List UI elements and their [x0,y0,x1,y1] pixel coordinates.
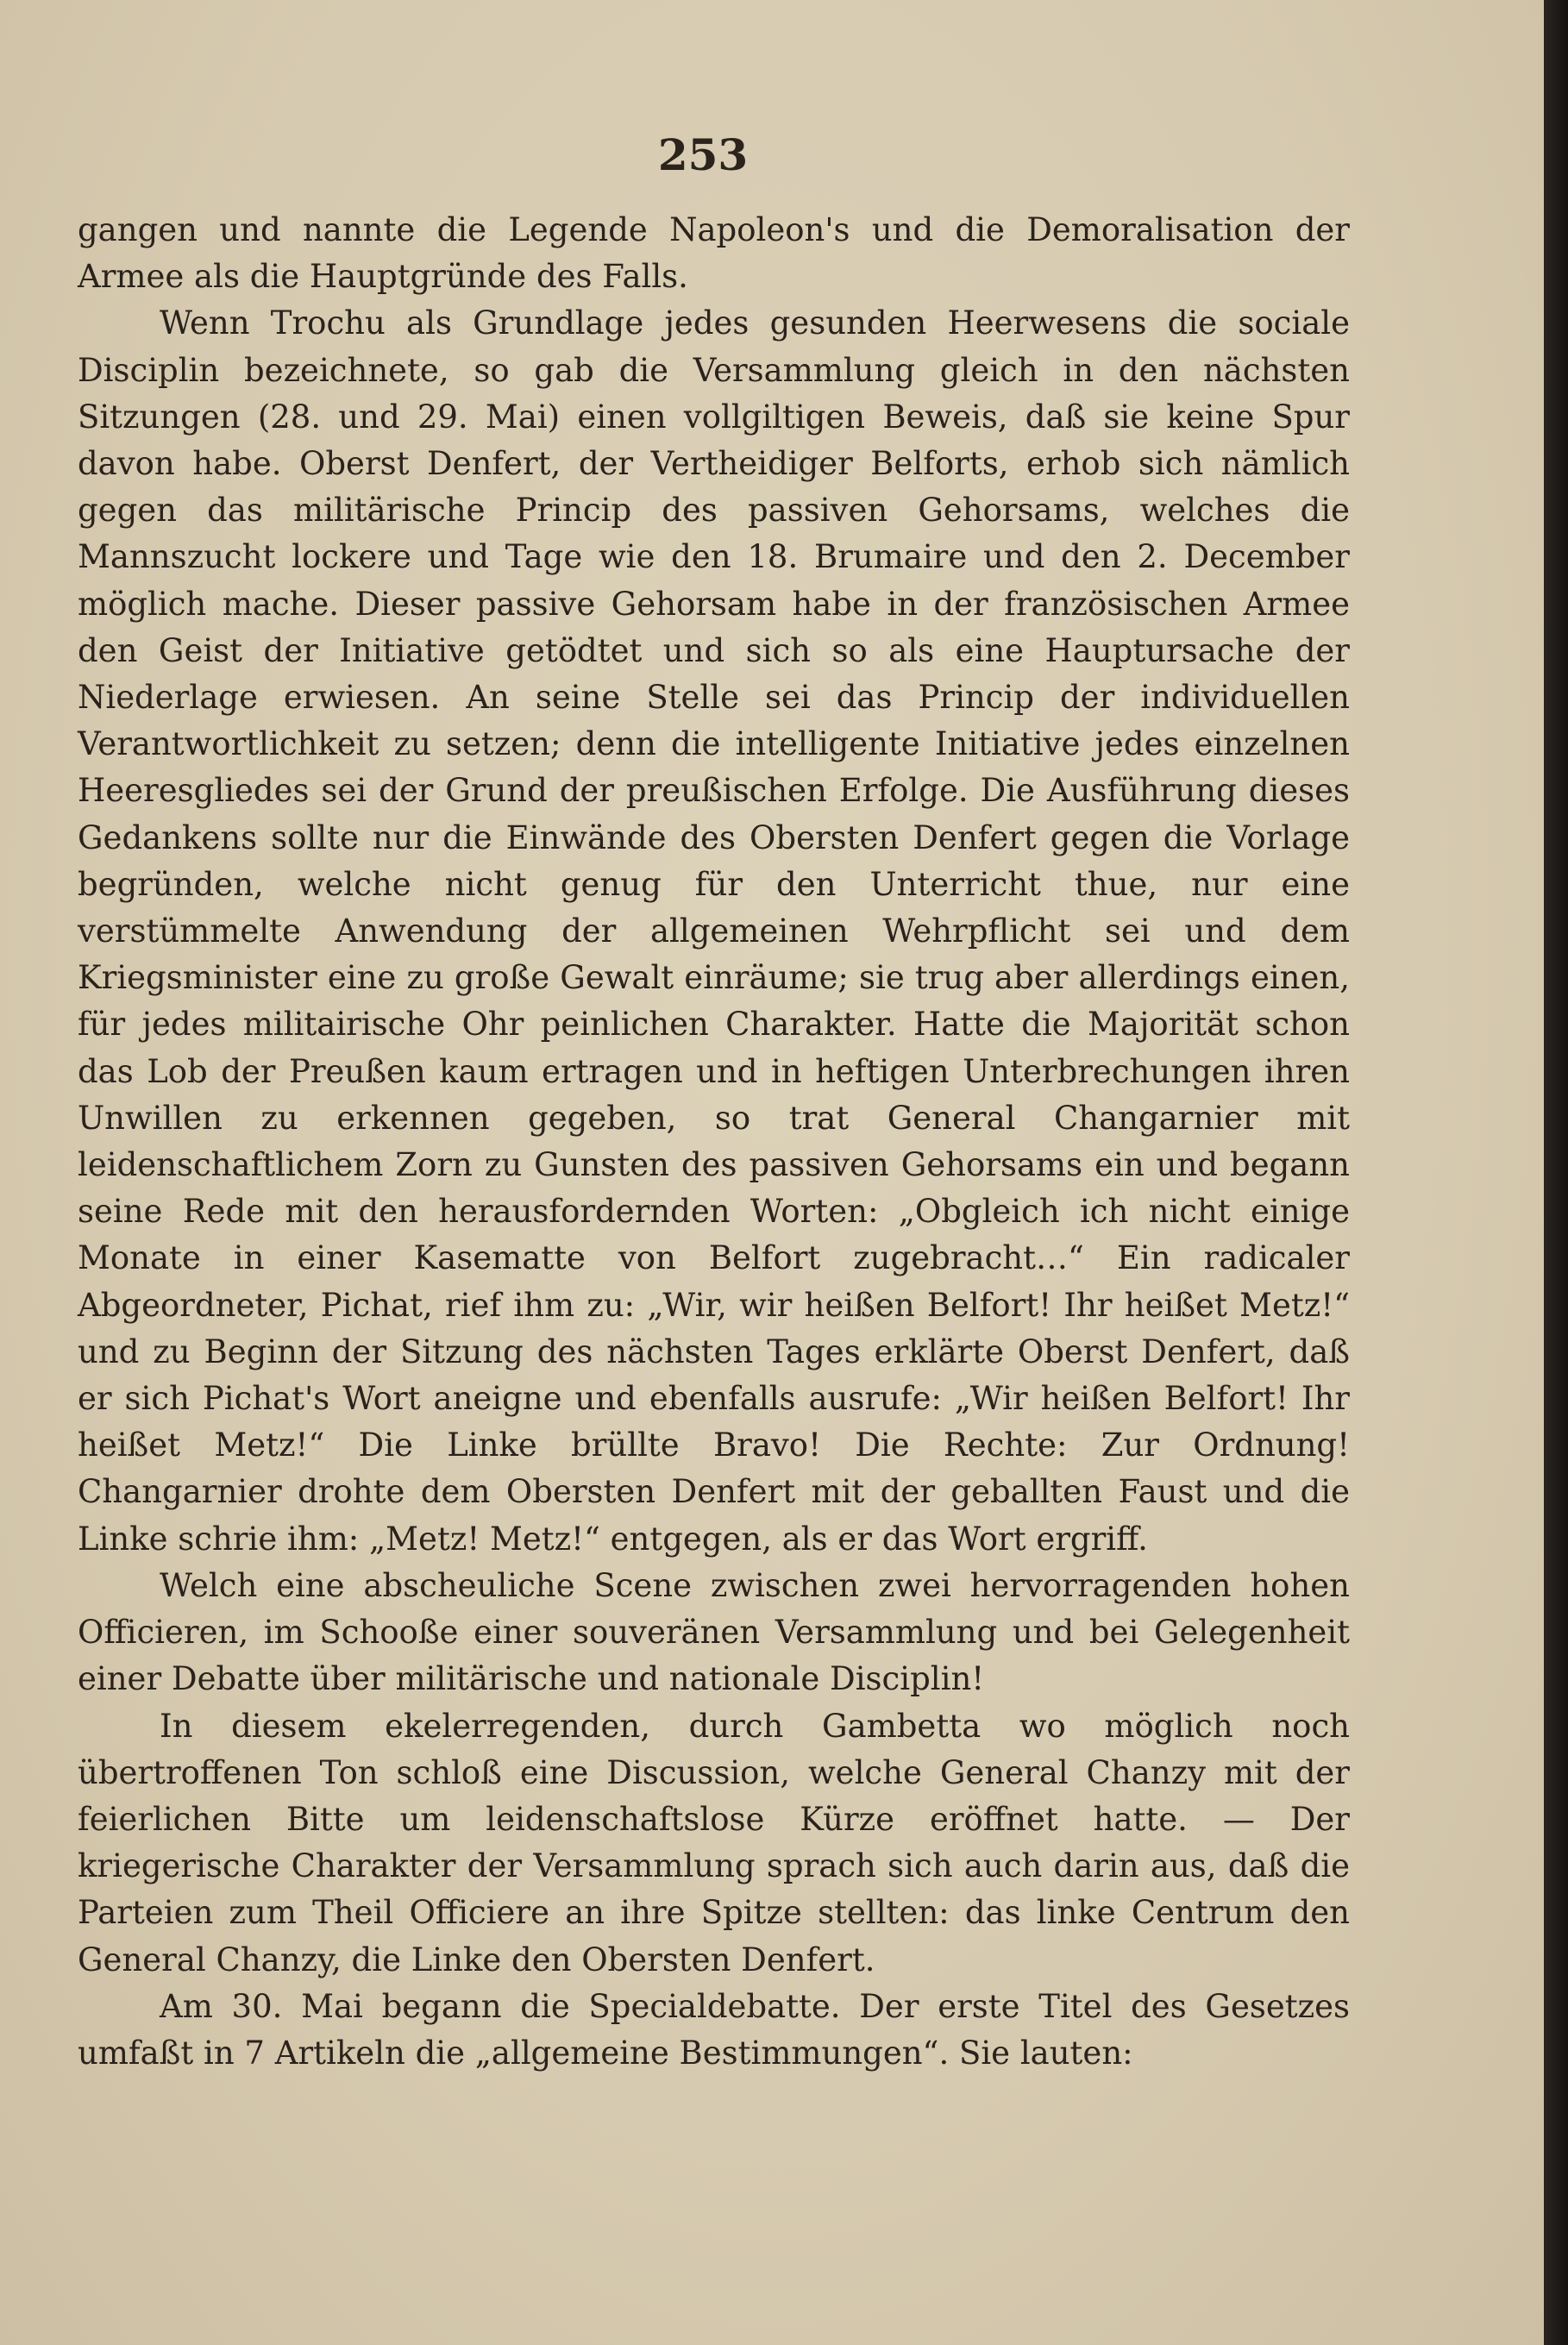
paragraph: Wenn Trochu als Grundlage jedes gesunden Heerwesens die sociale Disciplin bezeichnete, so gab die Versammlung gleich in den nächsten Sitzungen (28. und 29. Mai) einen vollgiltigen Beweis, daß sie keine Spur davon habe. Oberst Denfert, der Vertheidiger Belforts, erhob sich nämlich gegen das militärische Princip des passiven Gehorsams, welches die Mannszucht lockere und Tage wie den 18. Brumaire und den 2. December möglich mache. Dieser passive Gehorsam habe in der französischen Armee den Geist der Initiative getödtet und sich so als eine Hauptursache der Niederlage erwiesen. An seine Stelle sei das Princip der individuellen Verantwortlichkeit zu setzen; denn die intelligente Initiative jedes einzelnen Heeresgliedes sei der Grund der preußischen Erfolge. Die Ausführung dieses Gedankens sollte nur die Einwände des Obersten Denfert gegen die Vorlage begründen, welche nicht genug für den Unterricht thue, nur eine verstümmelte Anwendung der allgemeinen Wehrpflicht sei und dem Kriegsminister eine zu große Gewalt einräume; sie trug aber allerdings einen, für jedes militairische Ohr peinlichen Charakter. Hatte die Majorität schon das Lob der Preußen kaum ertragen und in heftigen Unterbrechungen ihren Unwillen zu erkennen gegeben, so trat General Changarnier mit leidenschaftlichem Zorn zu Gunsten des passiven Gehorsams ein und begann seine Rede mit den herausfordernden Worten: „Obgleich ich nicht einige Monate in einer Kasematte von Belfort zugebracht…“ Ein radicaler Abgeordneter, Pichat, rief ihm zu: „Wir, wir heißen Belfort! Ihr heißet Metz!“ und zu Beginn der Sitzung des nächsten Tages erklärte Oberst Denfert, daß er sich Pichat's Wort aneigne und ebenfalls ausrufe: „Wir heißen Belfort! Ihr heißet Metz!“ Die Linke brüllte Bravo! Die Rechte: Zur Ordnung! Changarnier drohte dem Obersten Denfert mit der geballten Faust und die Linke schrie ihm: „Metz! Metz!“ entgegen, als er das Wort ergriff. [78,304,1350,1558]
page-number: 253 [657,129,749,180]
paragraph: gangen und nannte die Legende Napoleon's und die Demoralisation der Armee als die Hauptgründe des Falls. [78,211,1350,296]
paragraph: Welch eine abscheuliche Scene zwischen zwei hervorragenden hohen Officieren, im Schooße einer souveränen Versammlung und bei Gelegenheit einer Debatte über militärische und nationale Disciplin! [78,1566,1350,1698]
paragraph: Am 30. Mai begann die Specialdebatte. Der erste Titel des Gesetzes umfaßt in 7 Artikeln die „allgemeine Bestimmungen“. Sie lauten: [78,1987,1350,2072]
paragraph: In diesem ekelerregenden, durch Gambetta wo möglich noch übertroffenen Ton schloß eine Discussion, welche General Chanzy mit der feierlichen Bitte um leidenschaftslose Kürze eröffnet hatte. — Der kriegerische Charakter der Versammlung sprach sich auch darin aus, daß die Parteien zum Theil Officiere an ihre Spitze stellten: das linke Centrum den General Chanzy, die Linke den Obersten Denfert. [78,1707,1350,1978]
page-body [78,207,1350,2077]
scan-edge-shadow [1544,0,1568,2345]
